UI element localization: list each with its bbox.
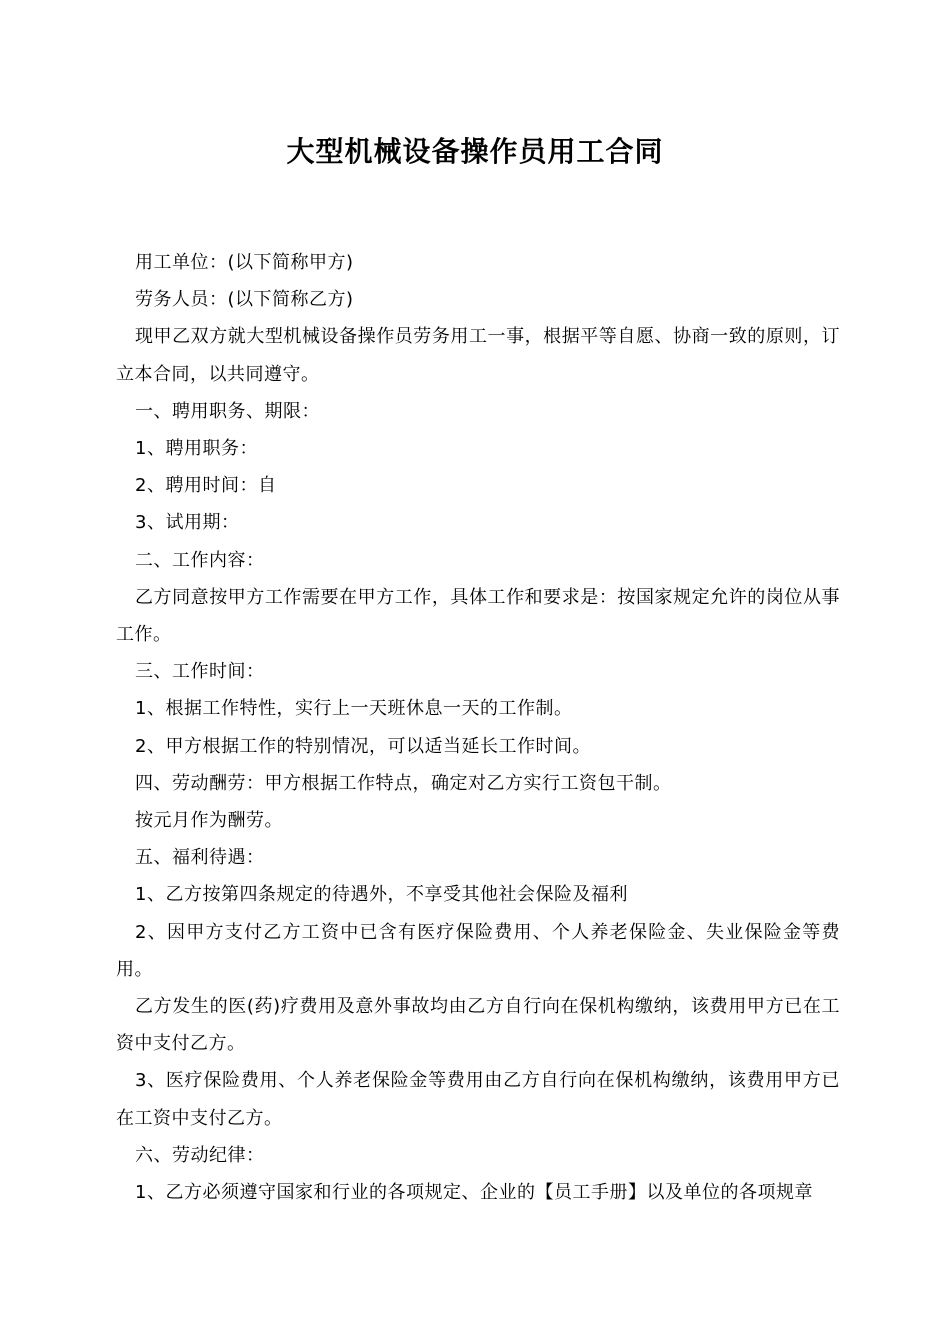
paragraph-item: 乙方同意按甲方工作需要在甲方工作，具体工作和要求是：按国家规定允许的岗位从事工作。: [116, 586, 840, 646]
paragraph-item: 1、根据工作特性，实行上一天班休息一天的工作制。: [135, 698, 573, 720]
section-heading-6: 六、劳动纪律：: [135, 1144, 265, 1166]
paragraph-item: 3、试用期：: [135, 512, 240, 534]
paragraph-employer: 用工单位：(以下简称甲方): [135, 252, 354, 273]
paragraph-item: 3、医疗保险费用、个人养老保险金等费用由乙方自行向在保机构缴纳，该费用甲方已在工资中支付乙方。: [116, 1070, 840, 1129]
paragraph-item: 按元月作为酬劳。: [135, 810, 283, 832]
paragraph-item: 2、甲方根据工作的特别情况，可以适当延长工作时间。: [135, 735, 591, 757]
paragraph-item: 2、因甲方支付乙方工资中已含有医疗保险费用、个人养老保险金、失业保险金等费用。: [116, 921, 840, 980]
paragraph-item: 1、乙方必须遵守国家和行业的各项规定、企业的【员工手册】以及单位的各项规章: [135, 1182, 813, 1204]
paragraph-item: 1、聘用职务：: [135, 438, 258, 460]
section-heading-2: 二、工作内容：: [135, 549, 265, 571]
paragraph-item: 2、聘用时间：自: [135, 475, 277, 497]
section-heading-1: 一、聘用职务、期限：: [135, 400, 320, 422]
section-heading-5: 五、福利待遇：: [135, 847, 265, 869]
document-title: 大型机械设备操作员用工合同: [286, 135, 664, 168]
paragraph-worker: 劳务人员：(以下简称乙方): [135, 289, 354, 311]
section-heading-3: 三、工作时间：: [135, 661, 265, 683]
section-heading-4: 四、劳动酬劳：甲方根据工作特点，确定对乙方实行工资包干制。: [135, 772, 672, 794]
document-body: [116, 244, 840, 1211]
paragraph-intro: 现甲乙双方就大型机械设备操作员劳务用工一事，根据平等自愿、协商一致的原则，订立本合同，以共同遵守。: [116, 326, 840, 385]
paragraph-item: 乙方发生的医(药)疗费用及意外事故均由乙方自行向在保机构缴纳，该费用甲方已在工资中支付乙方。: [116, 996, 840, 1055]
paragraph-item: 1、乙方按第四条规定的待遇外，不享受其他社会保险及福利: [135, 884, 628, 906]
